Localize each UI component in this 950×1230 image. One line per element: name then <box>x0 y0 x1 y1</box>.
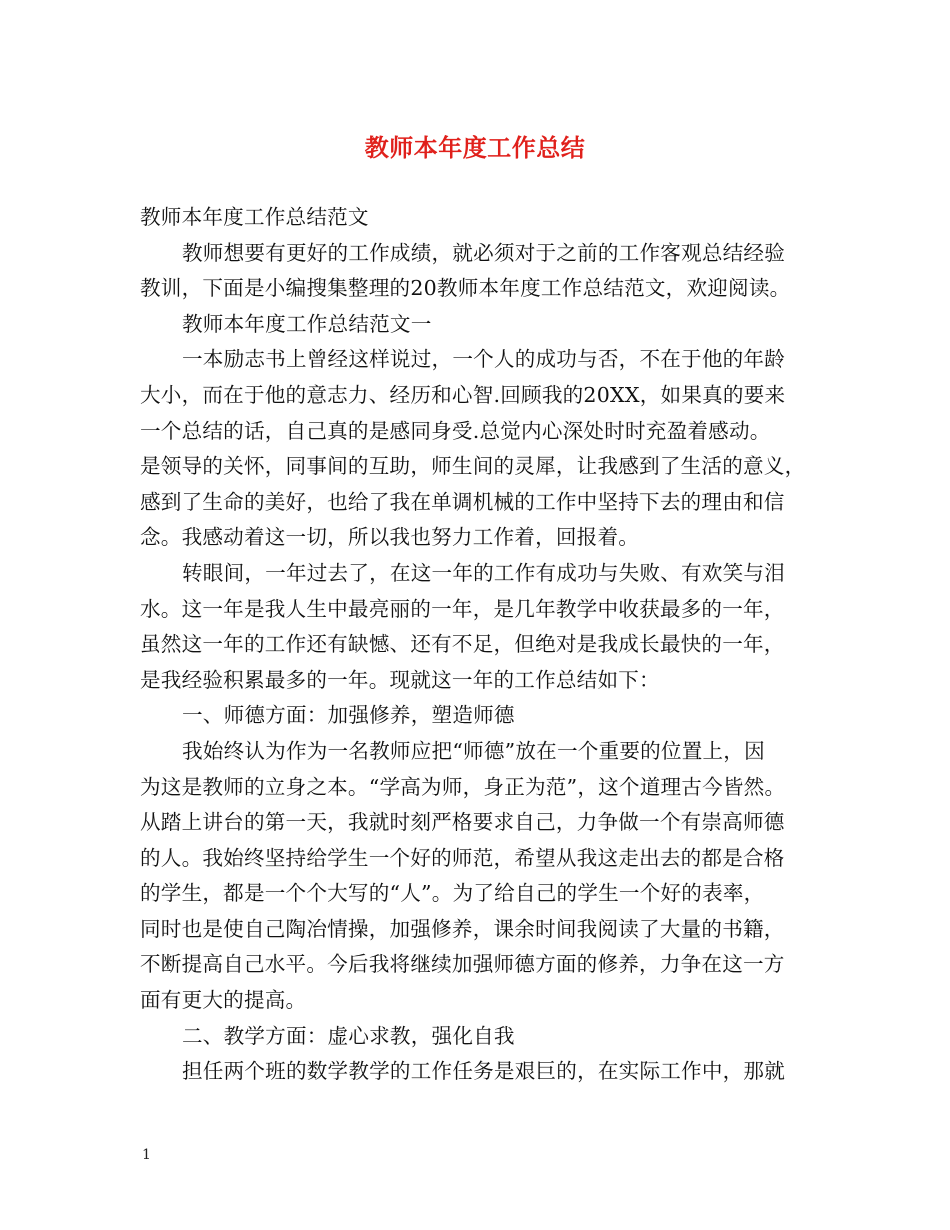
text-line: 念。我感动着这一切，所以我也努力工作着，回报着。 <box>140 525 640 550</box>
text-line: 一、师德方面：加强修养，塑造师德 <box>182 703 515 728</box>
text-line: 一个总结的话，自己真的是感同身受.总觉内心深处时时充盈着感动。 <box>140 418 771 443</box>
text-line: 教师想要有更好的工作成绩，就必须对于之前的工作客观总结经验 <box>182 240 786 265</box>
text-line: 同时也是使自己陶冶情操，加强修养，课余时间我阅读了大量的书籍， <box>140 916 785 941</box>
text-line: 感到了生命的美好，也给了我在单调机械的工作中坚持下去的理由和信 <box>140 489 785 514</box>
text-line: 教师本年度工作总结范文 <box>140 205 369 229</box>
page-number: 1 <box>142 1147 151 1163</box>
text-line: 从踏上讲台的第一天，我就时刻严格要求自己，力争做一个有崇高师德 <box>140 810 785 835</box>
text-line: 是领导的关怀，同事间的互助，师生间的灵犀，让我感到了生活的意义， <box>140 454 806 479</box>
text-line: 我始终认为作为一名教师应把“师德”放在一个重要的位置上，因 <box>182 738 765 763</box>
text-line: 一本励志书上曾经这样说过，一个人的成功与否，不在于他的年龄 <box>182 347 786 372</box>
document-title: 教师本年度工作总结 <box>364 134 586 162</box>
text-line: 教师本年度工作总结范文一 <box>182 311 432 336</box>
text-line: 大小，而在于他的意志力、经历和心智.回顾我的20XX，如果真的要来 <box>140 382 786 407</box>
text-line: 转眼间，一年过去了，在这一年的工作有成功与失败、有欢笑与泪 <box>182 560 786 585</box>
text-line: 教训，下面是小编搜集整理的20教师本年度工作总结范文，欢迎阅读。 <box>140 276 791 301</box>
text-line: 二、教学方面：虚心求教，强化自我 <box>182 1023 515 1048</box>
text-line: 为这是教师的立身之本。“学高为师，身正为范”，这个道理古今皆然。 <box>140 774 786 799</box>
text-line: 的学生，都是一个个大写的“人”。为了给自己的学生一个好的表率， <box>140 881 765 906</box>
text-line: 虽然这一年的工作还有缺憾、还有不足，但绝对是我成长最快的一年， <box>140 632 785 657</box>
text-line: 面有更大的提高。 <box>140 988 307 1013</box>
text-line: 水。这一年是我人生中最亮丽的一年，是几年教学中收获最多的一年， <box>140 596 785 621</box>
text-line: 是我经验积累最多的一年。现就这一年的工作总结如下： <box>140 667 660 692</box>
text-line: 的人。我始终坚持给学生一个好的师范，希望从我这走出去的都是合格 <box>140 845 785 870</box>
document-body <box>140 200 820 1090</box>
text-line: 担任两个班的数学教学的工作任务是艰巨的，在实际工作中，那就 <box>182 1059 786 1084</box>
text-line: 不断提高自己水平。今后我将继续加强师德方面的修养，力争在这一方 <box>140 952 785 977</box>
